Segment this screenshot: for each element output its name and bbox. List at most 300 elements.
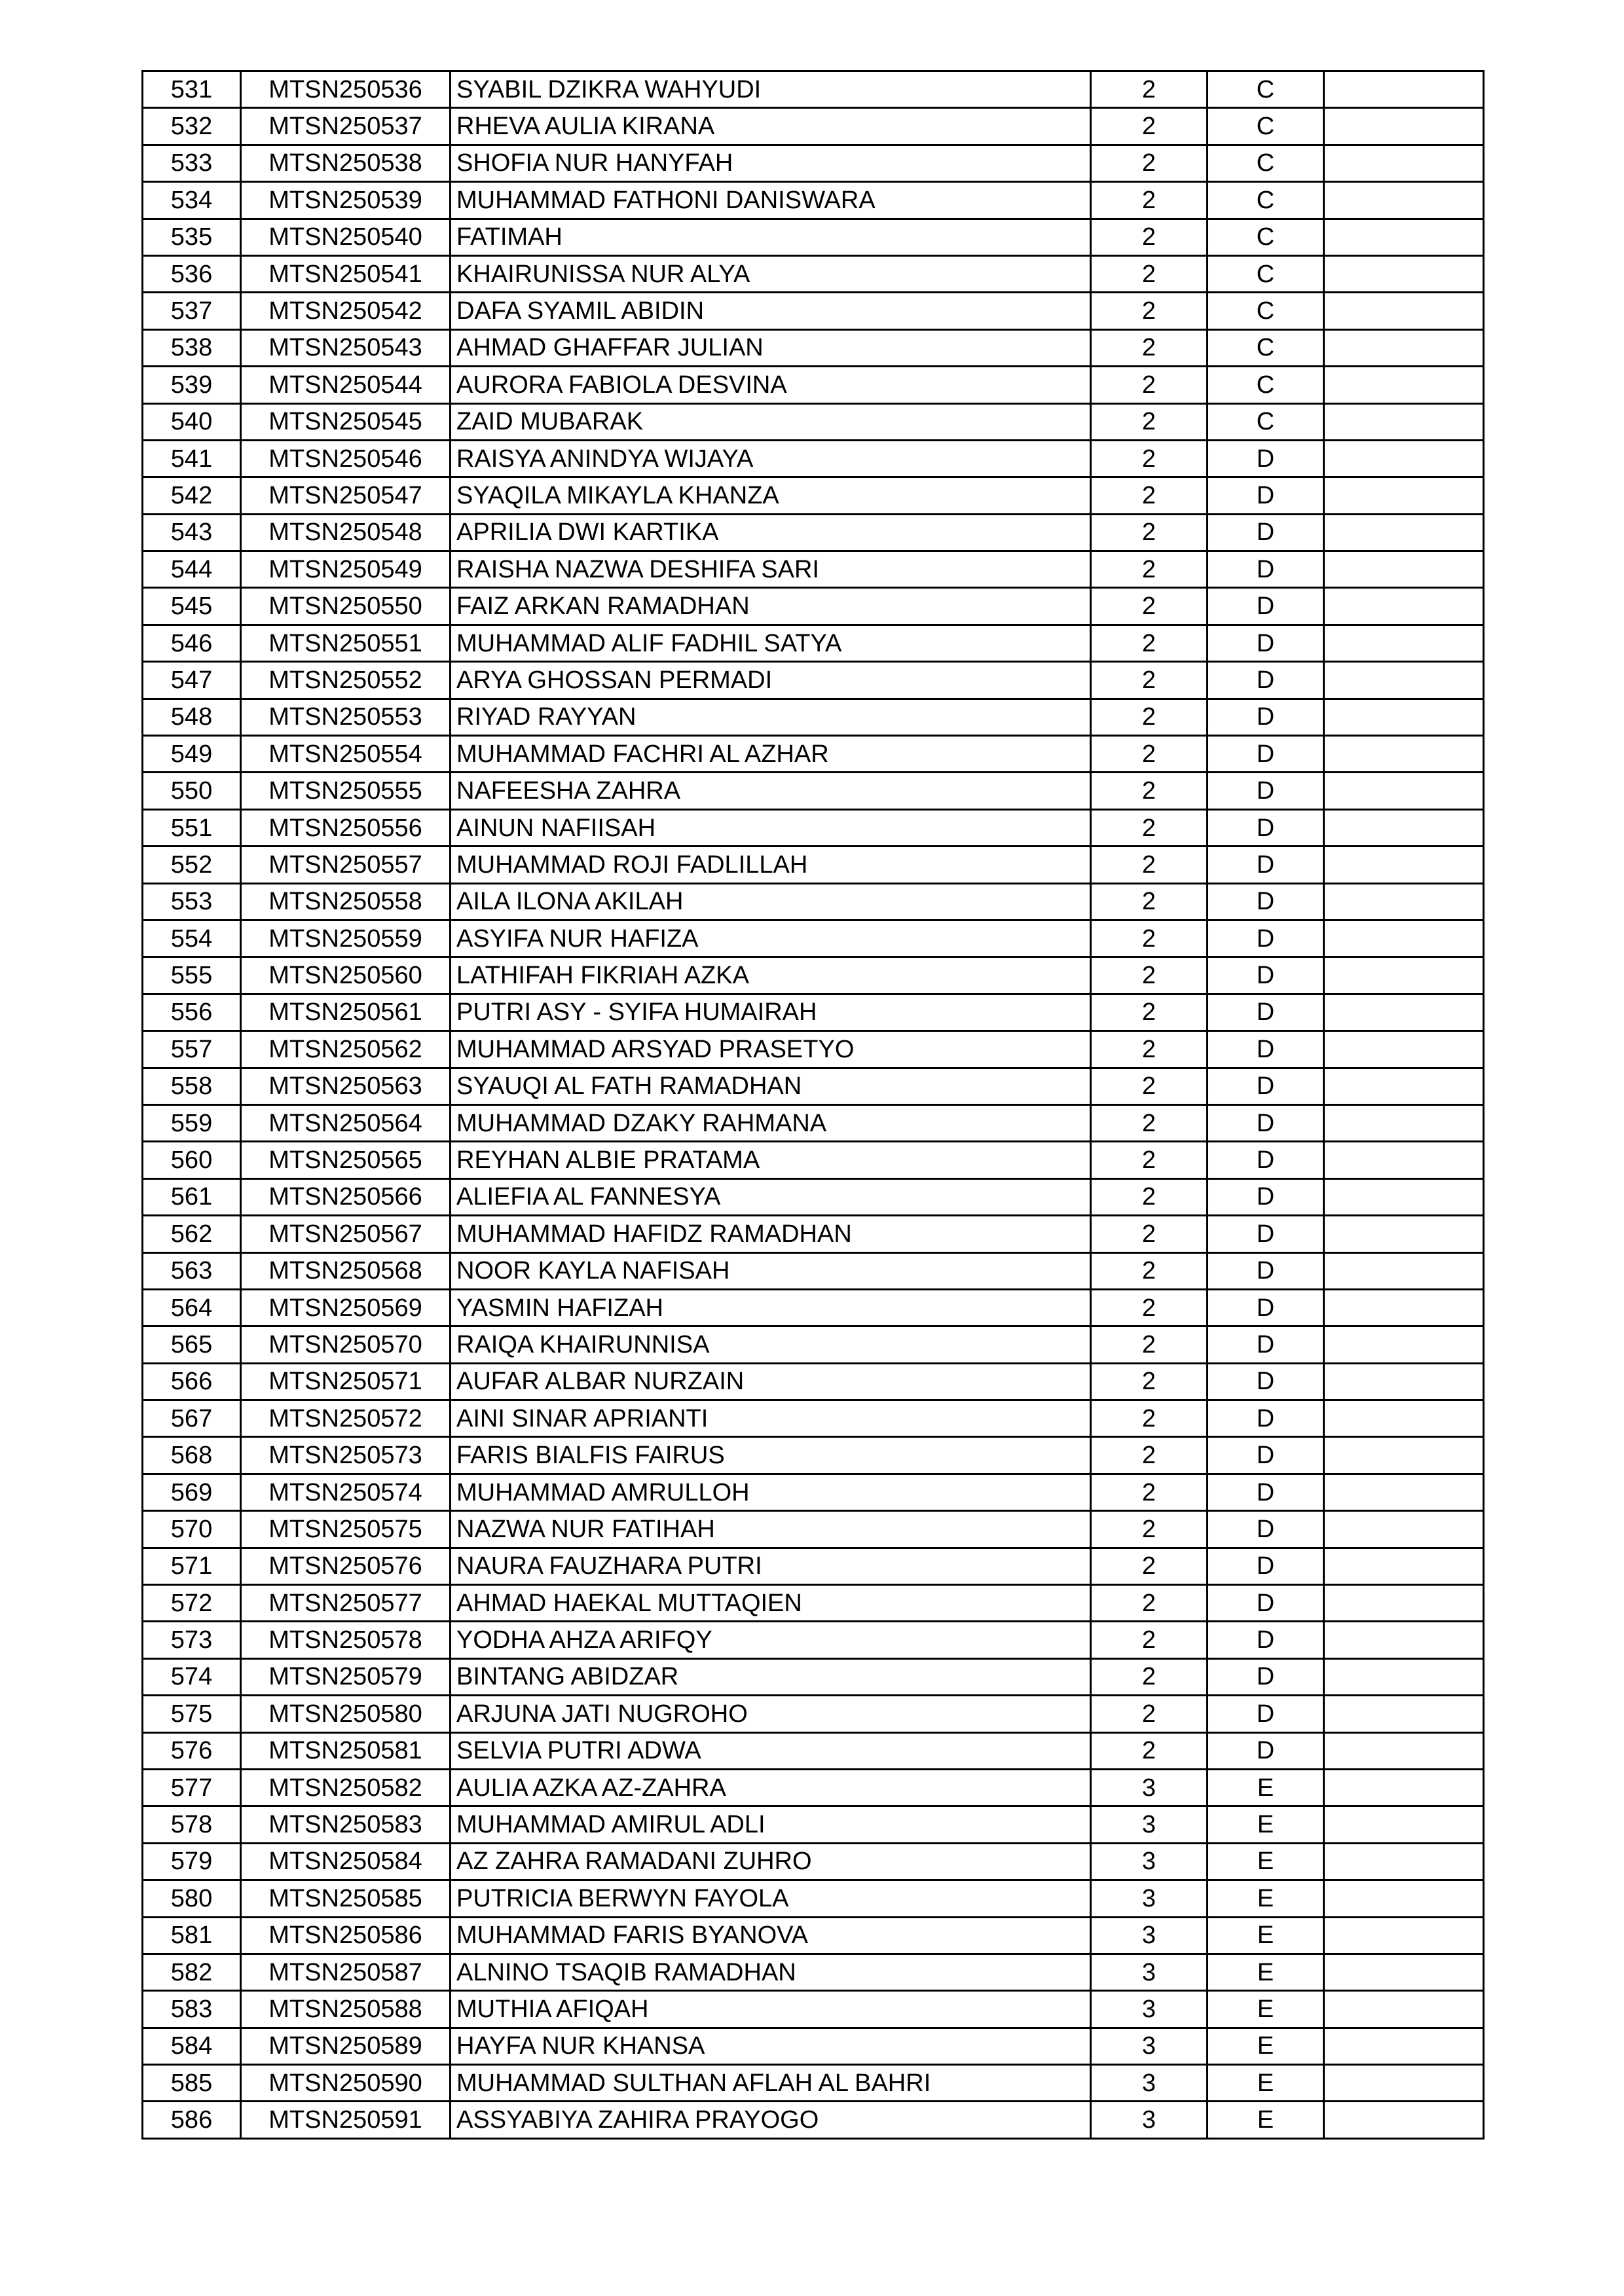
notes-cell	[1324, 403, 1484, 440]
student-id-cell: MTSN250570	[241, 1326, 451, 1363]
row-number-cell: 581	[143, 1917, 241, 1954]
row-number-cell: 548	[143, 699, 241, 735]
session-cell: D	[1208, 773, 1324, 809]
group-cell: 2	[1091, 1400, 1208, 1437]
student-id-cell: MTSN250581	[241, 1732, 451, 1769]
notes-cell	[1324, 1326, 1484, 1363]
row-number-cell: 575	[143, 1696, 241, 1732]
notes-cell	[1324, 1400, 1484, 1437]
student-id-cell: MTSN250559	[241, 920, 451, 957]
group-cell: 2	[1091, 71, 1208, 108]
row-number-cell: 543	[143, 514, 241, 551]
group-cell: 2	[1091, 847, 1208, 883]
row-number-cell: 547	[143, 662, 241, 699]
notes-cell	[1324, 2065, 1484, 2102]
student-name-cell: MUHAMMAD HAFIDZ RAMADHAN	[451, 1216, 1091, 1252]
student-name-cell: FAIZ ARKAN RAMADHAN	[451, 588, 1091, 625]
session-cell: D	[1208, 1474, 1324, 1510]
row-number-cell: 560	[143, 1142, 241, 1178]
row-number-cell: 576	[143, 1732, 241, 1769]
student-id-cell: MTSN250571	[241, 1363, 451, 1400]
student-id-cell: MTSN250589	[241, 2028, 451, 2064]
student-name-cell: RHEVA AULIA KIRANA	[451, 108, 1091, 145]
student-name-cell: PUTRICIA BERWYN FAYOLA	[451, 1880, 1091, 1917]
group-cell: 2	[1091, 588, 1208, 625]
group-cell: 2	[1091, 1437, 1208, 1474]
table-row	[143, 1289, 1484, 1326]
student-name-cell: SYABIL DZIKRA WAHYUDI	[451, 71, 1091, 108]
student-id-cell: MTSN250574	[241, 1474, 451, 1510]
notes-cell	[1324, 1474, 1484, 1510]
student-id-cell: MTSN250562	[241, 1031, 451, 1068]
group-cell: 3	[1091, 1806, 1208, 1843]
notes-cell	[1324, 920, 1484, 957]
session-cell: D	[1208, 440, 1324, 477]
group-cell: 2	[1091, 1696, 1208, 1732]
row-number-cell: 559	[143, 1104, 241, 1141]
notes-cell	[1324, 367, 1484, 403]
table-row	[143, 1732, 1484, 1769]
group-cell: 2	[1091, 403, 1208, 440]
row-number-cell: 557	[143, 1031, 241, 1068]
session-cell: D	[1208, 1363, 1324, 1400]
session-cell: C	[1208, 367, 1324, 403]
group-cell: 2	[1091, 994, 1208, 1030]
student-id-cell: MTSN250540	[241, 219, 451, 255]
table-row	[143, 1880, 1484, 1917]
group-cell: 2	[1091, 883, 1208, 920]
student-name-cell: MUHAMMAD ALIF FADHIL SATYA	[451, 625, 1091, 661]
row-number-cell: 539	[143, 367, 241, 403]
row-number-cell: 535	[143, 219, 241, 255]
student-name-cell: RAIQA KHAIRUNNISA	[451, 1326, 1091, 1363]
row-number-cell: 544	[143, 551, 241, 588]
student-name-cell: RAISYA ANINDYA WIJAYA	[451, 440, 1091, 477]
student-name-cell: ASSYABIYA ZAHIRA PRAYOGO	[451, 2102, 1091, 2138]
student-id-cell: MTSN250573	[241, 1437, 451, 1474]
student-id-cell: MTSN250537	[241, 108, 451, 145]
row-number-cell: 552	[143, 847, 241, 883]
table-row	[143, 293, 1484, 329]
session-cell: D	[1208, 1696, 1324, 1732]
student-id-cell: MTSN250586	[241, 1917, 451, 1954]
row-number-cell: 556	[143, 994, 241, 1030]
notes-cell	[1324, 477, 1484, 514]
group-cell: 2	[1091, 329, 1208, 366]
row-number-cell: 531	[143, 71, 241, 108]
group-cell: 3	[1091, 1769, 1208, 1806]
student-name-cell: MUHAMMAD FATHONI DANISWARA	[451, 182, 1091, 219]
notes-cell	[1324, 1843, 1484, 1880]
session-cell: D	[1208, 625, 1324, 661]
row-number-cell: 572	[143, 1585, 241, 1622]
student-name-cell: SYAUQI AL FATH RAMADHAN	[451, 1068, 1091, 1104]
table-row	[143, 662, 1484, 699]
session-cell: E	[1208, 1806, 1324, 1843]
group-cell: 3	[1091, 2065, 1208, 2102]
student-id-cell: MTSN250578	[241, 1622, 451, 1658]
notes-cell	[1324, 2028, 1484, 2064]
notes-cell	[1324, 1732, 1484, 1769]
group-cell: 2	[1091, 1216, 1208, 1252]
group-cell: 2	[1091, 219, 1208, 255]
student-id-cell: MTSN250579	[241, 1658, 451, 1695]
student-name-cell: AZ ZAHRA RAMADANI ZUHRO	[451, 1843, 1091, 1880]
student-name-cell: PUTRI ASY - SYIFA HUMAIRAH	[451, 994, 1091, 1030]
row-number-cell: 579	[143, 1843, 241, 1880]
row-number-cell: 533	[143, 145, 241, 181]
row-number-cell: 554	[143, 920, 241, 957]
notes-cell	[1324, 1769, 1484, 1806]
student-name-cell: ASYIFA NUR HAFIZA	[451, 920, 1091, 957]
session-cell: C	[1208, 71, 1324, 108]
table-row	[143, 1511, 1484, 1548]
student-name-cell: ALNINO TSAQIB RAMADHAN	[451, 1954, 1091, 1990]
session-cell: D	[1208, 514, 1324, 551]
student-id-cell: MTSN250563	[241, 1068, 451, 1104]
notes-cell	[1324, 2102, 1484, 2138]
notes-cell	[1324, 773, 1484, 809]
student-name-cell: FARIS BIALFIS FAIRUS	[451, 1437, 1091, 1474]
student-name-cell: AINI SINAR APRIANTI	[451, 1400, 1091, 1437]
group-cell: 2	[1091, 1142, 1208, 1178]
student-name-cell: MUHAMMAD ROJI FADLILLAH	[451, 847, 1091, 883]
student-id-cell: MTSN250584	[241, 1843, 451, 1880]
student-id-cell: MTSN250556	[241, 809, 451, 846]
session-cell: D	[1208, 699, 1324, 735]
group-cell: 2	[1091, 440, 1208, 477]
session-cell: C	[1208, 182, 1324, 219]
row-number-cell: 563	[143, 1252, 241, 1289]
table-row	[143, 1991, 1484, 2028]
student-name-cell: NAURA FAUZHARA PUTRI	[451, 1548, 1091, 1584]
row-number-cell: 538	[143, 329, 241, 366]
group-cell: 2	[1091, 699, 1208, 735]
notes-cell	[1324, 1622, 1484, 1658]
session-cell: C	[1208, 219, 1324, 255]
notes-cell	[1324, 255, 1484, 292]
group-cell: 3	[1091, 1917, 1208, 1954]
notes-cell	[1324, 1437, 1484, 1474]
table-row	[143, 699, 1484, 735]
notes-cell	[1324, 1991, 1484, 2028]
table-row	[143, 329, 1484, 366]
student-id-cell: MTSN250582	[241, 1769, 451, 1806]
student-id-cell: MTSN250591	[241, 2102, 451, 2138]
student-id-cell: MTSN250566	[241, 1178, 451, 1215]
session-cell: C	[1208, 403, 1324, 440]
student-id-cell: MTSN250546	[241, 440, 451, 477]
student-id-cell: MTSN250543	[241, 329, 451, 366]
table-row	[143, 773, 1484, 809]
notes-cell	[1324, 514, 1484, 551]
notes-cell	[1324, 145, 1484, 181]
group-cell: 3	[1091, 1991, 1208, 2028]
student-id-cell: MTSN250572	[241, 1400, 451, 1437]
notes-cell	[1324, 1696, 1484, 1732]
table-row	[143, 255, 1484, 292]
group-cell: 2	[1091, 957, 1208, 994]
table-row	[143, 1363, 1484, 1400]
table-row	[143, 1843, 1484, 1880]
group-cell: 3	[1091, 1954, 1208, 1990]
student-name-cell: MUHAMMAD DZAKY RAHMANA	[451, 1104, 1091, 1141]
notes-cell	[1324, 1068, 1484, 1104]
table-row	[143, 1806, 1484, 1843]
student-name-cell: REYHAN ALBIE PRATAMA	[451, 1142, 1091, 1178]
notes-cell	[1324, 883, 1484, 920]
notes-cell	[1324, 71, 1484, 108]
student-id-cell: MTSN250568	[241, 1252, 451, 1289]
session-cell: C	[1208, 108, 1324, 145]
student-id-cell: MTSN250583	[241, 1806, 451, 1843]
group-cell: 2	[1091, 255, 1208, 292]
session-cell: D	[1208, 1031, 1324, 1068]
group-cell: 2	[1091, 1104, 1208, 1141]
table-row	[143, 847, 1484, 883]
row-number-cell: 577	[143, 1769, 241, 1806]
session-cell: C	[1208, 255, 1324, 292]
session-cell: D	[1208, 994, 1324, 1030]
session-cell: D	[1208, 1216, 1324, 1252]
group-cell: 2	[1091, 1178, 1208, 1215]
row-number-cell: 580	[143, 1880, 241, 1917]
row-number-cell: 545	[143, 588, 241, 625]
row-number-cell: 578	[143, 1806, 241, 1843]
table-row	[143, 2065, 1484, 2102]
notes-cell	[1324, 219, 1484, 255]
student-name-cell: SHOFIA NUR HANYFAH	[451, 145, 1091, 181]
session-cell: E	[1208, 2065, 1324, 2102]
notes-cell	[1324, 1178, 1484, 1215]
student-id-cell: MTSN250549	[241, 551, 451, 588]
notes-cell	[1324, 551, 1484, 588]
table-row	[143, 514, 1484, 551]
row-number-cell: 564	[143, 1289, 241, 1326]
session-cell: D	[1208, 920, 1324, 957]
table-row	[143, 1068, 1484, 1104]
student-id-cell: MTSN250580	[241, 1696, 451, 1732]
group-cell: 2	[1091, 736, 1208, 773]
table-row	[143, 71, 1484, 108]
student-id-cell: MTSN250561	[241, 994, 451, 1030]
row-number-cell: 584	[143, 2028, 241, 2064]
notes-cell	[1324, 1216, 1484, 1252]
session-cell: D	[1208, 957, 1324, 994]
table-row	[143, 1178, 1484, 1215]
row-number-cell: 566	[143, 1363, 241, 1400]
student-name-cell: AHMAD HAEKAL MUTTAQIEN	[451, 1585, 1091, 1622]
student-name-cell: AHMAD GHAFFAR JULIAN	[451, 329, 1091, 366]
notes-cell	[1324, 588, 1484, 625]
row-number-cell: 583	[143, 1991, 241, 2028]
student-id-cell: MTSN250542	[241, 293, 451, 329]
student-table	[141, 70, 1485, 2140]
student-id-cell: MTSN250554	[241, 736, 451, 773]
group-cell: 2	[1091, 1732, 1208, 1769]
session-cell: D	[1208, 588, 1324, 625]
table-row	[143, 1104, 1484, 1141]
student-id-cell: MTSN250555	[241, 773, 451, 809]
table-row	[143, 145, 1484, 181]
student-id-cell: MTSN250588	[241, 1991, 451, 2028]
student-name-cell: HAYFA NUR KHANSA	[451, 2028, 1091, 2064]
table-row	[143, 219, 1484, 255]
student-id-cell: MTSN250590	[241, 2065, 451, 2102]
table-row	[143, 1437, 1484, 1474]
student-name-cell: MUTHIA AFIQAH	[451, 1991, 1091, 2028]
notes-cell	[1324, 1104, 1484, 1141]
table-row	[143, 625, 1484, 661]
notes-cell	[1324, 1880, 1484, 1917]
table-row	[143, 920, 1484, 957]
student-id-cell: MTSN250544	[241, 367, 451, 403]
session-cell: D	[1208, 1178, 1324, 1215]
student-name-cell: ARJUNA JATI NUGROHO	[451, 1696, 1091, 1732]
student-name-cell: KHAIRUNISSA NUR ALYA	[451, 255, 1091, 292]
group-cell: 3	[1091, 2028, 1208, 2064]
student-id-cell: MTSN250577	[241, 1585, 451, 1622]
notes-cell	[1324, 736, 1484, 773]
student-name-cell: SYAQILA MIKAYLA KHANZA	[451, 477, 1091, 514]
notes-cell	[1324, 440, 1484, 477]
student-id-cell: MTSN250539	[241, 182, 451, 219]
session-cell: D	[1208, 1326, 1324, 1363]
student-name-cell: MUHAMMAD SULTHAN AFLAH AL BAHRI	[451, 2065, 1091, 2102]
row-number-cell: 550	[143, 773, 241, 809]
group-cell: 2	[1091, 1326, 1208, 1363]
group-cell: 2	[1091, 662, 1208, 699]
table-row	[143, 1954, 1484, 1990]
session-cell: D	[1208, 1658, 1324, 1695]
row-number-cell: 562	[143, 1216, 241, 1252]
notes-cell	[1324, 1289, 1484, 1326]
student-name-cell: BINTANG ABIDZAR	[451, 1658, 1091, 1695]
row-number-cell: 549	[143, 736, 241, 773]
session-cell: D	[1208, 1142, 1324, 1178]
group-cell: 2	[1091, 1068, 1208, 1104]
group-cell: 2	[1091, 1622, 1208, 1658]
student-id-cell: MTSN250553	[241, 699, 451, 735]
table-row	[143, 1769, 1484, 1806]
student-name-cell: ARYA GHOSSAN PERMADI	[451, 662, 1091, 699]
notes-cell	[1324, 1917, 1484, 1954]
notes-cell	[1324, 182, 1484, 219]
table-row	[143, 1917, 1484, 1954]
row-number-cell: 582	[143, 1954, 241, 1990]
student-name-cell: MUHAMMAD AMIRUL ADLI	[451, 1806, 1091, 1843]
table-row	[143, 994, 1484, 1030]
session-cell: D	[1208, 883, 1324, 920]
notes-cell	[1324, 662, 1484, 699]
group-cell: 2	[1091, 1363, 1208, 1400]
row-number-cell: 561	[143, 1178, 241, 1215]
row-number-cell: 540	[143, 403, 241, 440]
group-cell: 2	[1091, 1585, 1208, 1622]
row-number-cell: 541	[143, 440, 241, 477]
student-name-cell: AINUN NAFIISAH	[451, 809, 1091, 846]
notes-cell	[1324, 1031, 1484, 1068]
student-name-cell: MUHAMMAD FACHRI AL AZHAR	[451, 736, 1091, 773]
student-name-cell: LATHIFAH FIKRIAH AZKA	[451, 957, 1091, 994]
notes-cell	[1324, 699, 1484, 735]
notes-cell	[1324, 994, 1484, 1030]
notes-cell	[1324, 1511, 1484, 1548]
group-cell: 3	[1091, 1880, 1208, 1917]
student-name-cell: RAISHA NAZWA DESHIFA SARI	[451, 551, 1091, 588]
student-name-cell: FATIMAH	[451, 219, 1091, 255]
table-row	[143, 440, 1484, 477]
row-number-cell: 570	[143, 1511, 241, 1548]
group-cell: 2	[1091, 293, 1208, 329]
notes-cell	[1324, 1585, 1484, 1622]
student-id-cell: MTSN250567	[241, 1216, 451, 1252]
notes-cell	[1324, 293, 1484, 329]
session-cell: E	[1208, 1843, 1324, 1880]
student-name-cell: YASMIN HAFIZAH	[451, 1289, 1091, 1326]
group-cell: 2	[1091, 514, 1208, 551]
session-cell: D	[1208, 1548, 1324, 1584]
session-cell: C	[1208, 145, 1324, 181]
session-cell: D	[1208, 662, 1324, 699]
row-number-cell: 573	[143, 1622, 241, 1658]
row-number-cell: 546	[143, 625, 241, 661]
session-cell: D	[1208, 1289, 1324, 1326]
session-cell: D	[1208, 1732, 1324, 1769]
session-cell: E	[1208, 1880, 1324, 1917]
row-number-cell: 586	[143, 2102, 241, 2138]
table-row	[143, 367, 1484, 403]
student-name-cell: NAFEESHA ZAHRA	[451, 773, 1091, 809]
group-cell: 2	[1091, 920, 1208, 957]
group-cell: 2	[1091, 145, 1208, 181]
student-id-cell: MTSN250576	[241, 1548, 451, 1584]
table-row	[143, 1622, 1484, 1658]
session-cell: C	[1208, 293, 1324, 329]
group-cell: 2	[1091, 367, 1208, 403]
group-cell: 3	[1091, 1843, 1208, 1880]
session-cell: D	[1208, 1622, 1324, 1658]
row-number-cell: 585	[143, 2065, 241, 2102]
notes-cell	[1324, 957, 1484, 994]
table-row	[143, 736, 1484, 773]
row-number-cell: 569	[143, 1474, 241, 1510]
row-number-cell: 536	[143, 255, 241, 292]
session-cell: C	[1208, 329, 1324, 366]
session-cell: D	[1208, 1437, 1324, 1474]
table-row	[143, 403, 1484, 440]
student-name-cell: YODHA AHZA ARIFQY	[451, 1622, 1091, 1658]
session-cell: E	[1208, 2102, 1324, 2138]
student-name-cell: RIYAD RAYYAN	[451, 699, 1091, 735]
student-table-body	[143, 71, 1484, 2139]
student-id-cell: MTSN250541	[241, 255, 451, 292]
student-id-cell: MTSN250575	[241, 1511, 451, 1548]
notes-cell	[1324, 1954, 1484, 1990]
session-cell: D	[1208, 1585, 1324, 1622]
notes-cell	[1324, 329, 1484, 366]
notes-cell	[1324, 1252, 1484, 1289]
table-row	[143, 1548, 1484, 1584]
group-cell: 2	[1091, 477, 1208, 514]
student-id-cell: MTSN250551	[241, 625, 451, 661]
group-cell: 2	[1091, 773, 1208, 809]
student-name-cell: SELVIA PUTRI ADWA	[451, 1732, 1091, 1769]
group-cell: 2	[1091, 1548, 1208, 1584]
student-id-cell: MTSN250536	[241, 71, 451, 108]
notes-cell	[1324, 1142, 1484, 1178]
student-name-cell: NAZWA NUR FATIHAH	[451, 1511, 1091, 1548]
